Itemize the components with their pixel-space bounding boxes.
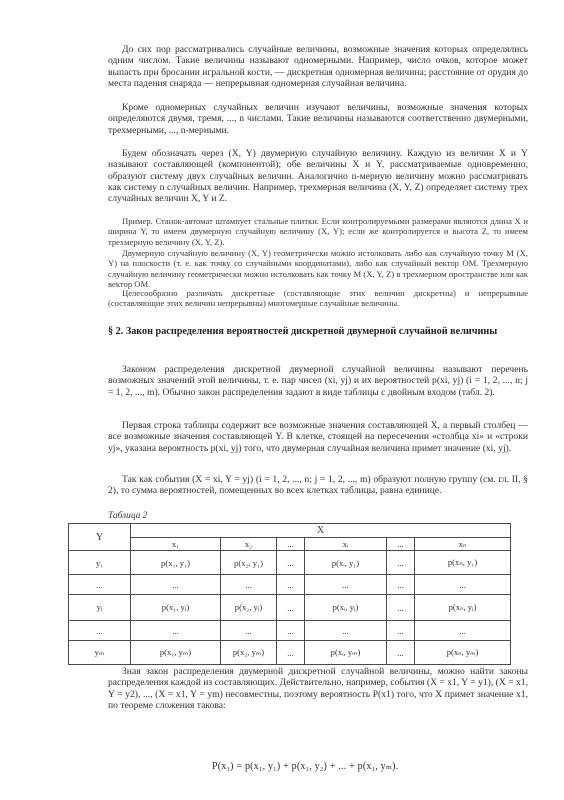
- table-cell: p(xᵢ, y₁): [305, 551, 387, 575]
- table-cell: ...: [221, 621, 277, 641]
- table-col-header: ...: [277, 538, 305, 551]
- paragraph-2: Кроме одномерных случайных величин изучают величины, возможные значения которых определяются двумя, тремя, ..., n числами. Такие величины называются соответственно двумерными, трехмерными, ..., n-мерными.: [108, 102, 528, 136]
- table-cell: ...: [305, 621, 387, 641]
- table-col-header: ...: [387, 538, 415, 551]
- table-cell: yⱼ: [69, 595, 131, 621]
- table-cell: p(xₙ, yₘ): [415, 641, 511, 665]
- table-cell: ...: [131, 575, 221, 595]
- table-cell: ...: [69, 575, 131, 595]
- distribution-table: [68, 523, 511, 665]
- table-col-header: x₁: [131, 538, 221, 551]
- table-cell: ...: [387, 575, 415, 595]
- table-row: [69, 595, 511, 621]
- table-cell: p(x₁, yₘ): [131, 641, 221, 665]
- table-cell: ...: [387, 621, 415, 641]
- table-cell: ...: [277, 595, 305, 621]
- table-cell: p(x₂, y₁): [221, 551, 277, 575]
- paragraph-3: Будем обозначать через (X, Y) двумерную случайную величину. Каждую из величин X и Y называют составляющей (компонентой); обе величины X и Y, рассматриваемые одновременно, образуют систему двух случайных величин. Аналогично n-мерную величину можно рассматривать как систему n случайных величин. Например, трехмерная величина (X, Y, Z) определяет систему трех случайных величин X, Y и Z.: [108, 148, 528, 205]
- table-cell: p(x₂, yⱼ): [221, 595, 277, 621]
- table-cell: p(xᵢ, yⱼ): [305, 595, 387, 621]
- table-cell: ...: [277, 575, 305, 595]
- paragraph-geometry: Двумерную случайную величину (X, Y) геометрически можно истолковать либо как случайную точку M (X, Y) на плоскости (т. е. как точку со случайными координатами), либо как случайный вектор OM. Трехмерную случайную величину геометрически можно истолковать как точку M (X, Y, Z) в трехмерном пространстве или как вектор OM.: [108, 248, 528, 289]
- table-col-header: xᵢ: [305, 538, 387, 551]
- table-cell: p(xₙ, y₁): [415, 551, 511, 575]
- table-cell: ...: [69, 621, 131, 641]
- table-cell: ...: [277, 621, 305, 641]
- paragraph-full-group: Так как события (X = xi, Y = yj) (i = 1, 2, ..., n; j = 1, 2, ..., m) образуют полную группу (см. гл. II, § 2), то сумма вероятностей, помещенных во всех клетках таблицы, равна единице.: [108, 474, 528, 497]
- table-cell: ...: [387, 641, 415, 665]
- paragraph-law: Законом распределения дискретной двумерной случайной величины называют перечень возможных значений этой величины, т. е. пар чисел (xi, yj) и их вероятностей p(xi, yj) (i = 1, 2, ..., n; j = 1, 2, ..., m). Обычно закон распределения задают в виде таблицы с двойным входом (табл. 2).: [108, 364, 528, 398]
- table-cell: p(x₂, yₘ): [221, 641, 277, 665]
- table-row: [69, 575, 511, 595]
- table-y-header: Y: [69, 524, 131, 551]
- table-cell: yₘ: [69, 641, 131, 665]
- table-caption: Таблица 2: [108, 511, 148, 521]
- section-title: § 2. Закон распределения вероятностей дискретной двумерной случайной величины: [108, 326, 498, 337]
- formula: P(x₁) = p(x₁, y₁) + p(x₁, y₂) + ... + p(x₁, yₘ).: [212, 761, 399, 772]
- table-cell: ...: [277, 551, 305, 575]
- table-cell: ...: [415, 575, 511, 595]
- paragraph-types: Целесообразно различать дискретные (составляющие этих величин дискретны) и непрерывные (составляющие этих величин непрерывны) многомерные случайные величины.: [108, 288, 528, 309]
- paragraph-table-desc: Первая строка таблицы содержит все возможные значения составляющей X, а первый столбец — все возможные значения составляющей Y. В клетке, стоящей на пересечении «столбца xi» и «строки yj», указана вероятность p(xi, yj) того, что двумерная случайная величина примет значение (xi, yj).: [108, 420, 528, 454]
- table-cell: p(x₁, yⱼ): [131, 595, 221, 621]
- table-cell: p(xₙ, yⱼ): [415, 595, 511, 621]
- table-row: [69, 641, 511, 665]
- table-row: [69, 551, 511, 575]
- table-cell: p(x₁, y₁): [131, 551, 221, 575]
- table-cell: ...: [277, 641, 305, 665]
- table-cell: ...: [387, 595, 415, 621]
- table-row: [69, 621, 511, 641]
- table-col-header: x₂: [221, 538, 277, 551]
- table-cell: ...: [387, 551, 415, 575]
- table-x-header: X: [131, 524, 511, 538]
- table-cell: y₁: [69, 551, 131, 575]
- table-col-header: xₙ: [415, 538, 511, 551]
- paragraph-1: До сих пор рассматривались случайные величины, возможные значения которых определялись одним числом. Такие величины называют одномерными. Например, число очков, которое может выпасть при бросании игральной кости, — дискретная одномерная величина; расстояние от орудия до места падения снаряда — непрерывная одномерная случайная величина.: [108, 44, 528, 89]
- table-cell: ...: [305, 575, 387, 595]
- paragraph-example: Пример. Станок-автомат штампует стальные плитки. Если контролируемыми размерами являются длина X и ширина Y, то имеем двумерную случайную величину (X, Y); если же контролируется и высота Z, то имеем трехмерную величину (X, Y, Z).: [108, 216, 528, 247]
- paragraph-marginal: Зная закон распределения двумерной дискретной случайной величины, можно найти законы распределения каждой из составляющих. Действительно, например, события (X = x1, Y = y1), (X = x1, Y = y2), ..., (X = x1, Y = ym) несовместны, поэтому вероятность P(x1) того, что X примет значение x1, по теорeме сложения такова:: [108, 666, 528, 711]
- table-cell: ...: [415, 621, 511, 641]
- table-cell: ...: [221, 575, 277, 595]
- table-cell: p(xᵢ, yₘ): [305, 641, 387, 665]
- table-cell: ...: [131, 621, 221, 641]
